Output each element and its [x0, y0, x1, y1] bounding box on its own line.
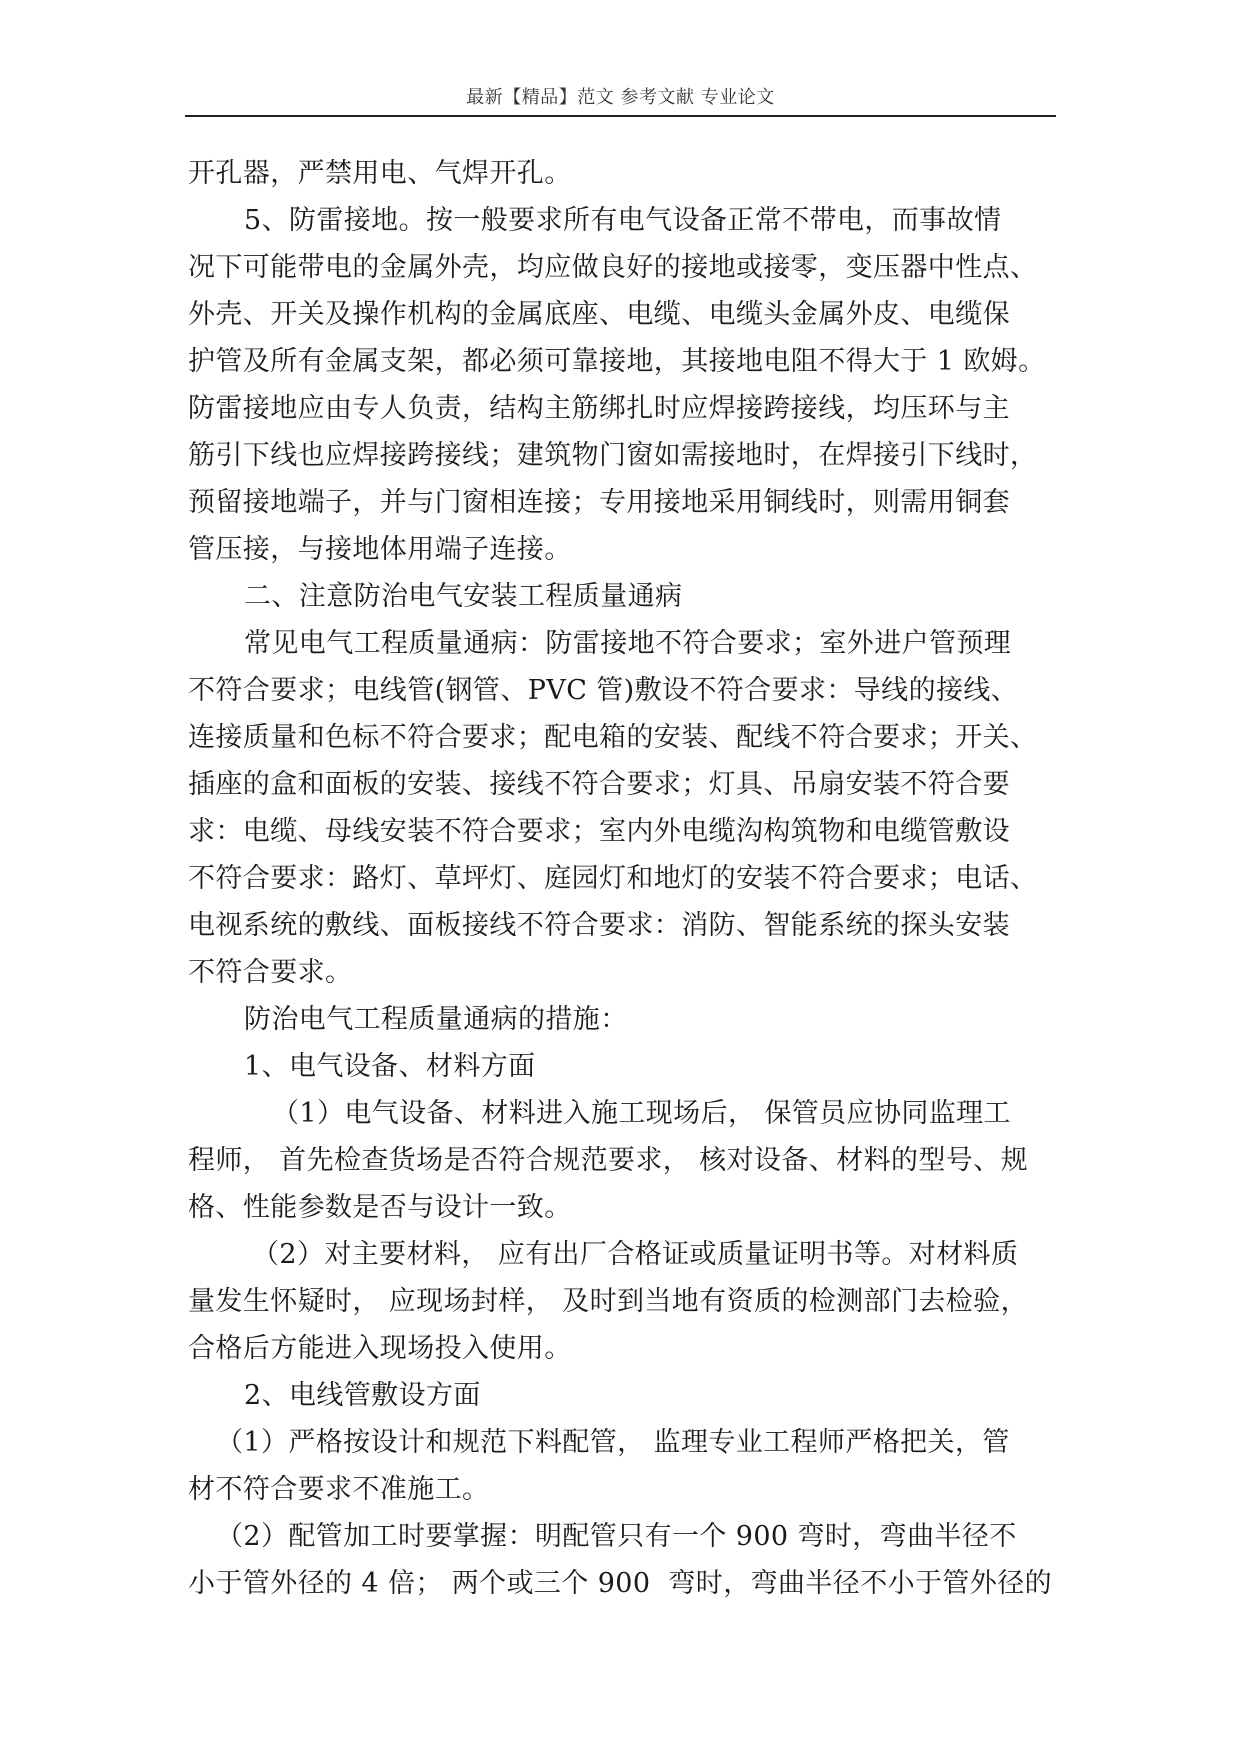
text-line: （1）电气设备、材料进入施工现场后， 保管员应协同监理工 [272, 1098, 1011, 1129]
text-line: 小于管外径的 4 倍； 两个或三个 900 弯时，弯曲半径不小于管外径的 [188, 1568, 1053, 1599]
text-line: 筋引下线也应焊接跨接线；建筑物门窗如需接地时，在焊接引下线时， [188, 440, 1038, 471]
text-line: 况下可能带电的金属外壳，均应做良好的接地或接零，变压器中性点、 [188, 252, 1038, 283]
text-line: 护管及所有金属支架，都必须可靠接地，其接地电阻不得大于 1 欧姆。 [188, 346, 1046, 377]
text-line: 管压接，与接地体用端子连接。 [188, 534, 572, 565]
text-line: 插座的盒和面板的安装、接线不符合要求；灯具、吊扇安装不符合要 [188, 769, 1010, 800]
text-line: 合格后方能进入现场投入使用。 [188, 1333, 572, 1364]
text-line: 常见电气工程质量通病：防雷接地不符合要求；室外进户管预理 [244, 628, 1012, 659]
text-line: 预留接地端子，并与门窗相连接；专用接地采用铜线时，则需用铜套 [188, 487, 1010, 518]
header-divider [185, 115, 1056, 117]
text-line: 开孔器，严禁用电、气焊开孔。 [188, 158, 572, 189]
text-line: 连接质量和色标不符合要求；配电箱的安装、配线不符合要求；开关、 [188, 722, 1038, 753]
subsection-heading: 2、电线管敷设方面 [244, 1380, 481, 1411]
text-line: 格、性能参数是否与设计一致。 [188, 1192, 572, 1223]
text-line: 不符合要求。 [188, 957, 353, 988]
text-line: （2）配管加工时要掌握：明配管只有一个 900 弯时，弯曲半径不 [216, 1521, 1017, 1552]
text-line: （2）对主要材料， 应有出厂合格证或质量证明书等。对材料质 [252, 1239, 1019, 1270]
text-line: 量发生怀疑时， 应现场封样， 及时到当地有资质的检测部门去检验， [188, 1286, 1028, 1317]
text-line: 防治电气工程质量通病的措施： [244, 1004, 628, 1035]
text-line: 5、防雷接地。按一般要求所有电气设备正常不带电，而事故情 [244, 205, 1002, 236]
text-line: 不符合要求：路灯、草坪灯、庭园灯和地灯的安装不符合要求；电话、 [188, 863, 1038, 894]
text-line: （1）严格按设计和规范下料配管， 监理专业工程师严格把关，管 [216, 1427, 1010, 1458]
text-line: 不符合要求；电线管(钢管、PVC 管)敷设不符合要求：导线的接线、 [188, 675, 1019, 706]
page-header: 最新【精品】范文 参考文献 专业论文 [466, 87, 775, 108]
text-line: 求：电缆、母线安装不符合要求；室内外电缆沟构筑物和电缆管敷设 [188, 816, 1010, 847]
text-line: 材不符合要求不准施工。 [188, 1474, 490, 1505]
section-heading: 二、注意防治电气安装工程质量通病 [244, 581, 683, 612]
text-line: 电视系统的敷线、面板接线不符合要求：消防、智能系统的探头安装 [188, 910, 1010, 941]
text-line: 外壳、开关及操作机构的金属底座、电缆、电缆头金属外皮、电缆保 [188, 299, 1010, 330]
subsection-heading: 1、电气设备、材料方面 [244, 1051, 536, 1082]
text-line: 程师， 首先检查货场是否符合规范要求， 核对设备、材料的型号、规 [188, 1145, 1028, 1176]
document-body [188, 150, 1058, 1607]
text-line: 防雷接地应由专人负责，结构主筋绑扎时应焊接跨接线，均压环与主 [188, 393, 1010, 424]
